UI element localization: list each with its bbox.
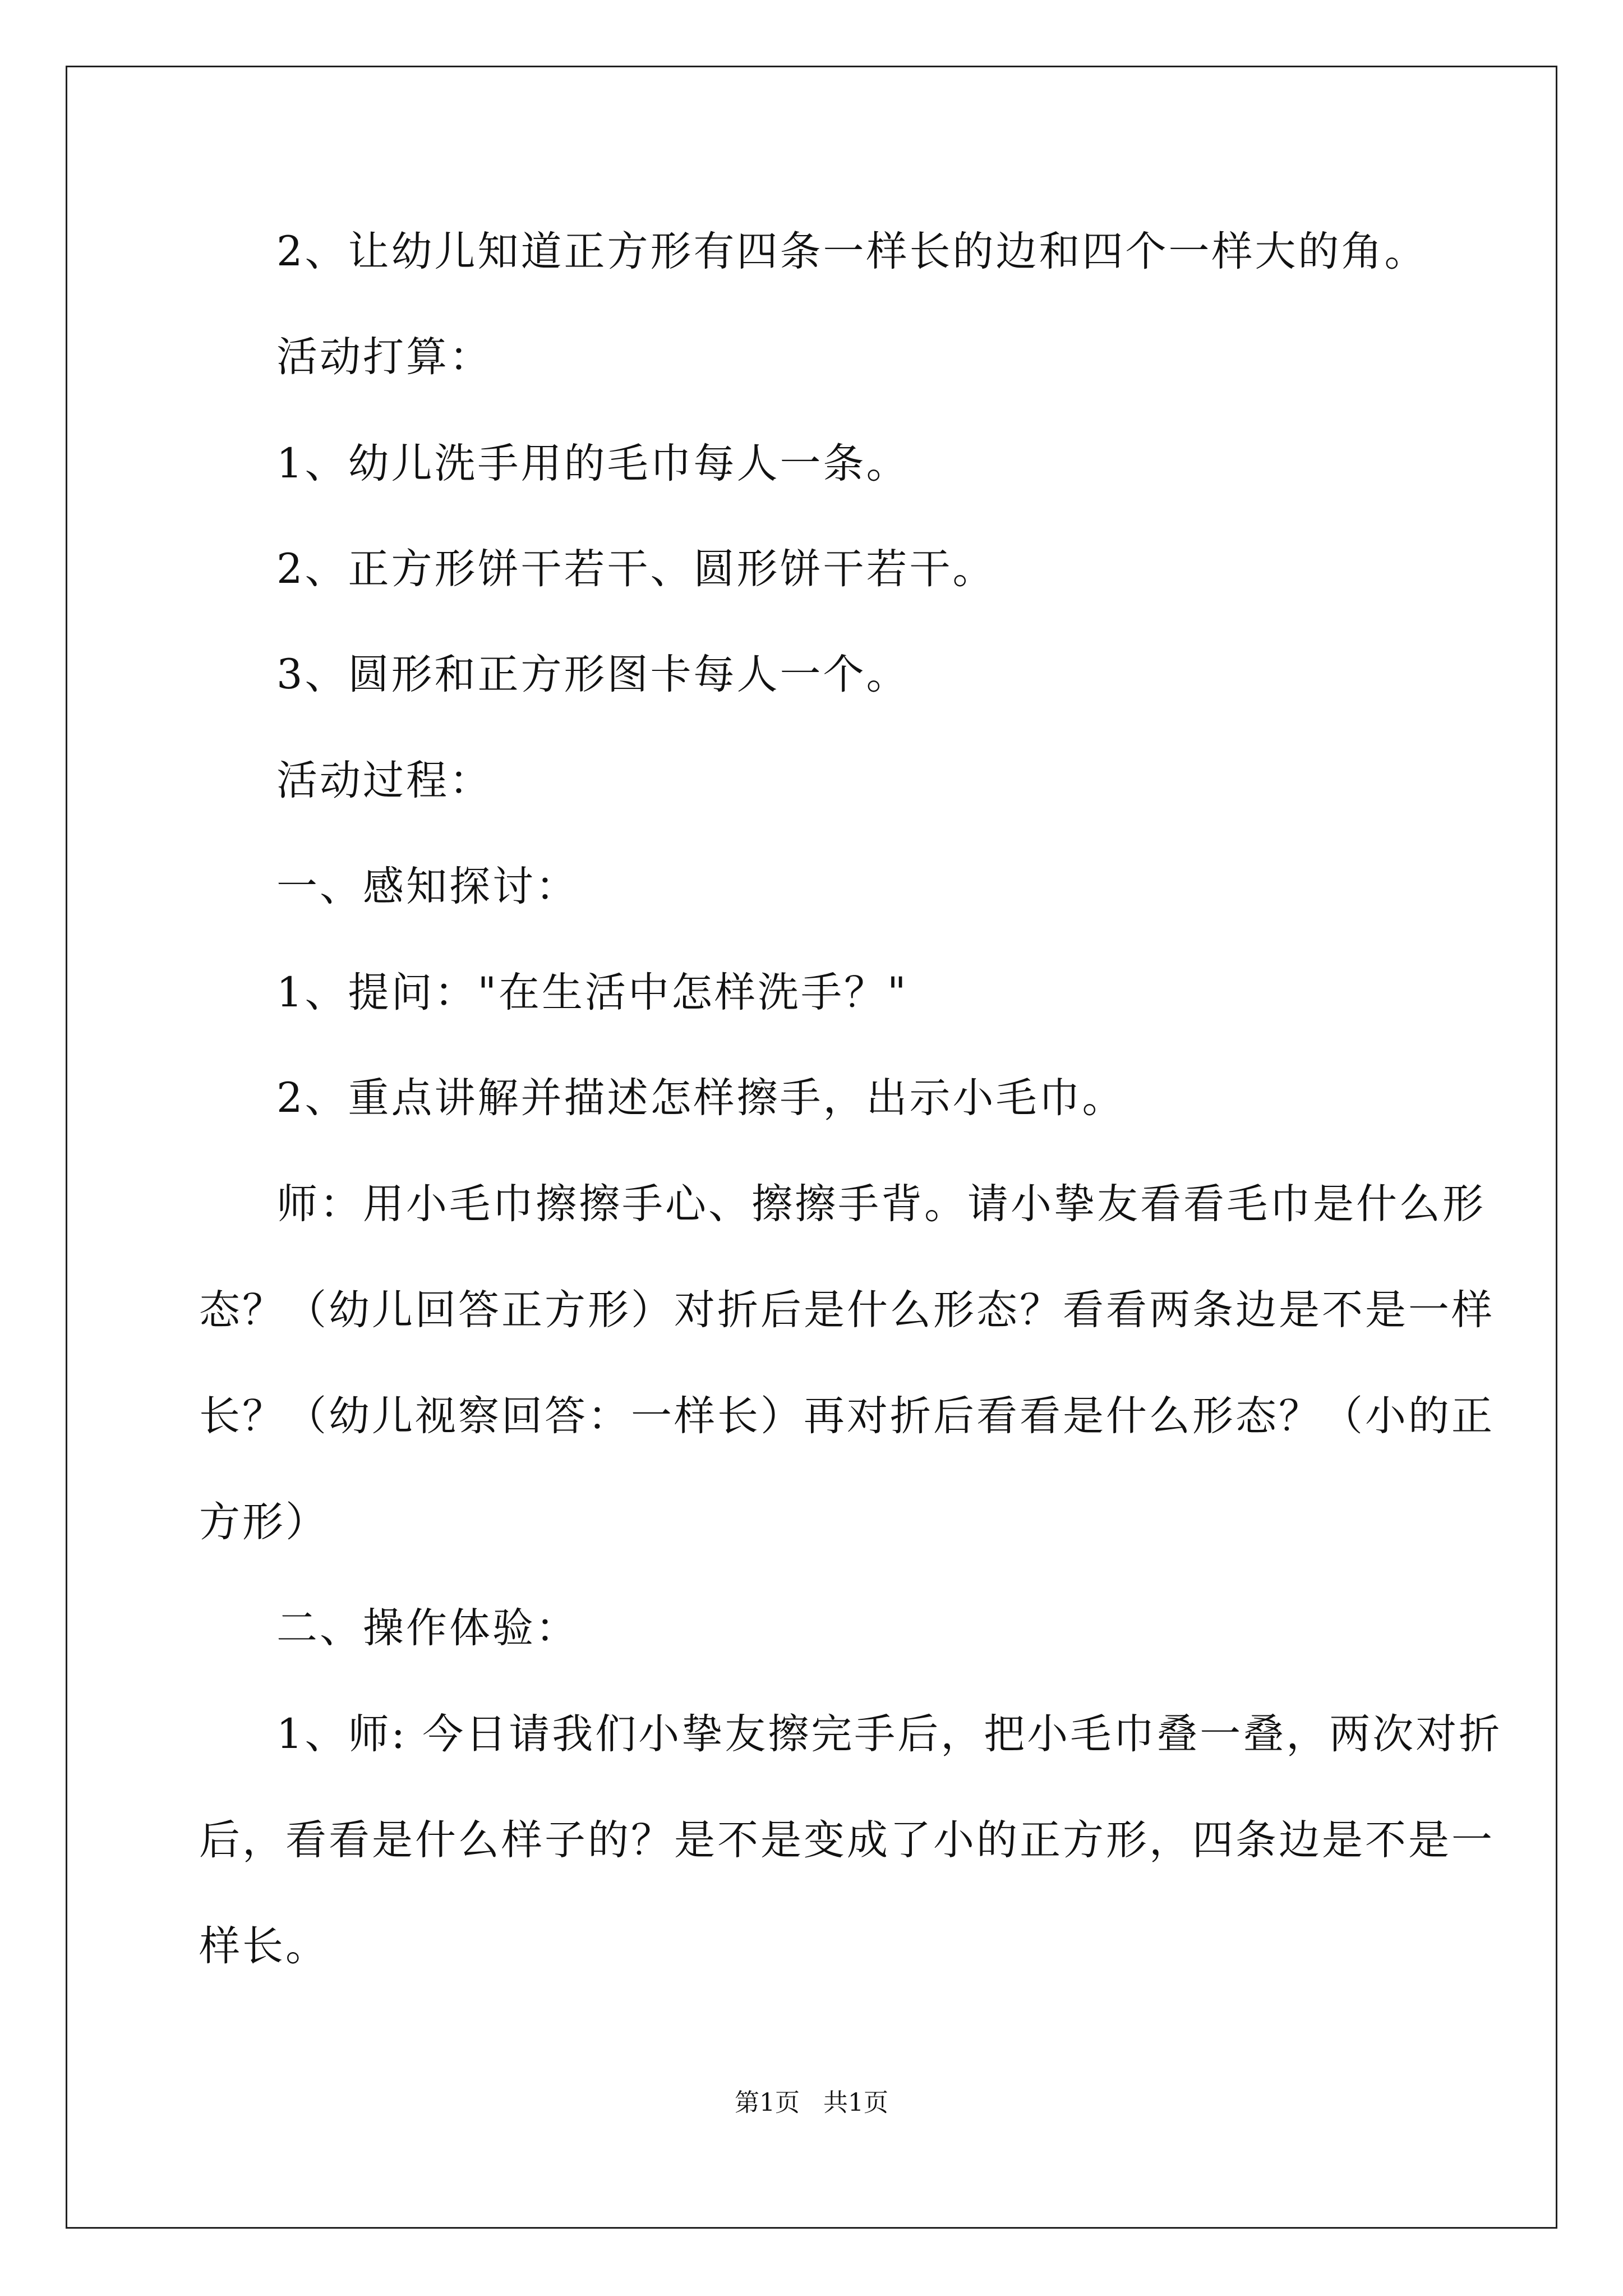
heading-section-2: 二、操作体验： <box>276 1604 579 1652</box>
heading-preparation: 活动打算： <box>276 333 492 381</box>
paragraph-operation-line-2: 后，看看是什么样子的？是不是变成了小的正方形，四条边是不是一 <box>199 1816 1495 1864</box>
heading-section-1: 一、感知探讨： <box>276 863 579 910</box>
paragraph-teacher-line-4: 方形） <box>199 1498 329 1546</box>
paragraph-operation-line-3: 样长。 <box>199 1922 329 1970</box>
list-item-prep-2: 2、正方形饼干若干、圆形饼干若干。 <box>276 545 996 593</box>
paragraph-teacher-line-2: 态？（幼儿回答正方形）对折后是什么形态？看看两条边是不是一样 <box>199 1286 1495 1334</box>
heading-process: 活动过程： <box>276 757 492 804</box>
list-item-prep-1: 1、幼儿洗手用的毛巾每人一条。 <box>276 440 910 487</box>
paragraph-teacher-line-1: 师：用小毛巾擦擦手心、擦擦手背。请小挚友看看毛巾是什么形 <box>276 1180 1486 1228</box>
paragraph-operation-line-1: 1、师: 今日请我们小挚友擦完手后，把小毛巾叠一叠，两次对折 <box>276 1710 1502 1758</box>
page-border <box>66 66 1557 2229</box>
paragraph-goal-2: 2、让幼儿知道正方形有四条一样长的边和四个一样大的角。 <box>276 228 1428 275</box>
list-item-step-2: 2、重点讲解并描述怎样擦手，出示小毛巾。 <box>276 1074 1126 1122</box>
page-footer: 第1页 共1页 <box>735 2088 888 2117</box>
list-item-step-1: 1、提问："在生活中怎样洗手？" <box>276 969 909 1016</box>
paragraph-teacher-line-3: 长？（幼儿视察回答：一样长）再对折后看看是什么形态？（小的正 <box>199 1392 1495 1440</box>
list-item-prep-3: 3、圆形和正方形图卡每人一个。 <box>276 651 910 698</box>
